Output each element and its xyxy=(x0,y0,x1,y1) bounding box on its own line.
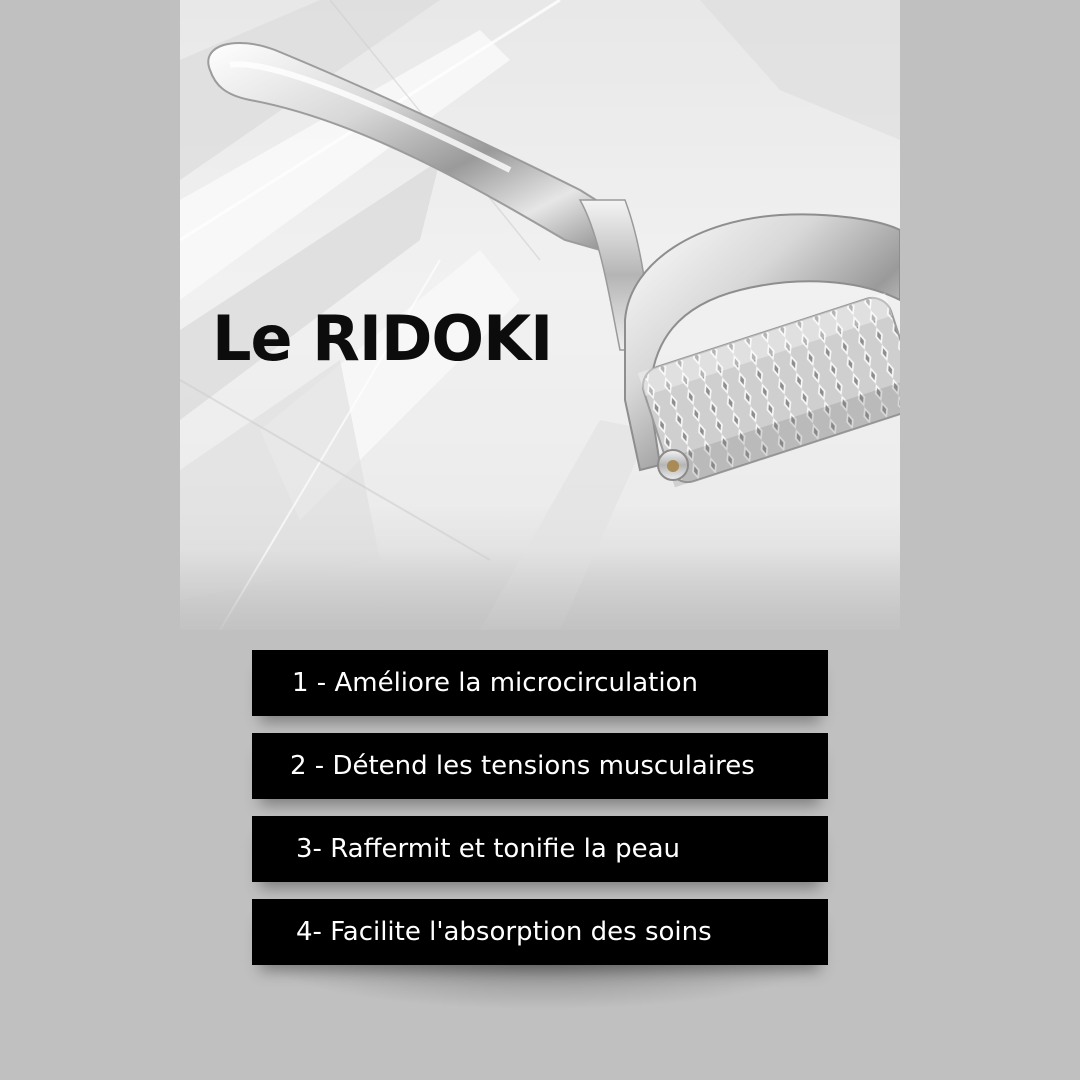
benefit-text-3: 3- Raffermit et tonifie la peau xyxy=(296,834,680,864)
benefit-banner-2 xyxy=(252,733,828,799)
benefit-banner-1 xyxy=(252,650,828,716)
photo-fade xyxy=(180,550,900,630)
benefit-text-4: 4- Facilite l'absorption des soins xyxy=(296,917,712,947)
benefit-text-2: 2 - Détend les tensions musculaires xyxy=(290,751,755,781)
benefit-banner-3 xyxy=(252,816,828,882)
banner-shadow xyxy=(262,960,822,1010)
benefit-banner-4 xyxy=(252,899,828,965)
benefit-text-1: 1 - Améliore la microcirculation xyxy=(292,668,698,698)
product-title: Le RIDOKI xyxy=(212,302,553,375)
